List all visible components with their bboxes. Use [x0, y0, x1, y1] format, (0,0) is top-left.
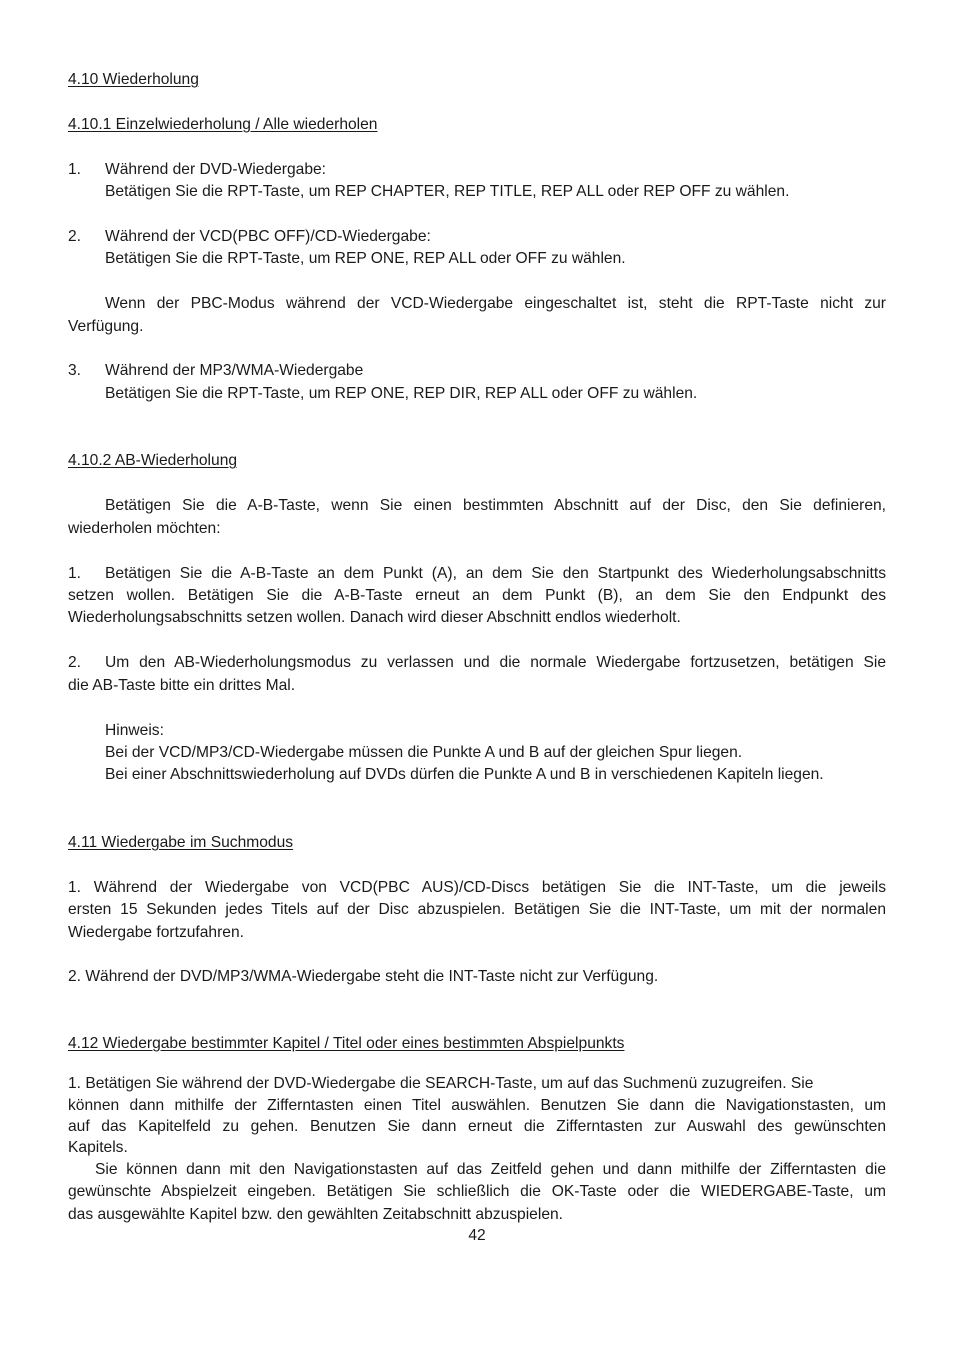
- list-number: 1.: [68, 161, 82, 178]
- section-heading-4-11: 4.11 Wiedergabe im Suchmodus: [68, 834, 294, 851]
- list-number: 2.: [68, 654, 82, 671]
- paragraph-line: Sie können dann mit den Navigationstasten auf das Zeitfeld gehen und dann mithilfe der Zifferntasten die: [95, 1161, 886, 1178]
- paragraph-line: Kapitels.: [68, 1139, 128, 1156]
- note-title: Hinweis:: [105, 722, 164, 739]
- paragraph-line: wiederholen möchten:: [68, 520, 221, 537]
- list-item-text: Wiederholungsabschnitts setzen wollen. Danach wird dieser Abschnitt endlos wiederholt.: [68, 609, 681, 626]
- list-item-text: Betätigen Sie die A-B-Taste an dem Punkt (A), an dem Sie den Startpunkt des Wiederholungsabschnitts: [105, 565, 886, 582]
- subsection-heading-4-10-2: 4.10.2 AB-Wiederholung: [68, 452, 238, 469]
- subsection-heading-4-10-1: 4.10.1 Einzelwiederholung / Alle wiederholen: [68, 116, 378, 133]
- page-number: 42: [468, 1227, 486, 1244]
- paragraph-line: ersten 15 Sekunden jedes Titels auf der Disc abzuspielen. Betätigen Sie die INT-Taste, um mit der normalen: [68, 901, 886, 918]
- paragraph-line: Wenn der PBC-Modus während der VCD-Wiedergabe eingeschaltet ist, steht die RPT-Taste nicht zur: [105, 295, 886, 312]
- list-item-text: Betätigen Sie die RPT-Taste, um REP ONE, REP ALL oder OFF zu wählen.: [105, 250, 626, 267]
- paragraph-line: auf das Kapitelfeld zu gehen. Benutzen Sie dann erneut die Zifferntasten zur Auswahl des gewünschten: [68, 1118, 886, 1135]
- note-line: Bei der VCD/MP3/CD-Wiedergabe müssen die Punkte A und B auf der gleichen Spur liegen.: [105, 744, 743, 761]
- list-number: 2.: [68, 228, 82, 245]
- list-item-text: die AB-Taste bitte ein drittes Mal.: [68, 677, 296, 694]
- list-number: 1.: [68, 565, 82, 582]
- list-number: 3.: [68, 362, 82, 379]
- paragraph-line: können dann mithilfe der Zifferntasten einen Titel auswählen. Benutzen Sie dann die Navigationstasten, um: [68, 1097, 886, 1114]
- section-heading-4-10: 4.10 Wiederholung: [68, 71, 199, 88]
- paragraph-line: 2. Während der DVD/MP3/WMA-Wiedergabe steht die INT-Taste nicht zur Verfügung.: [68, 968, 659, 985]
- paragraph-line: das ausgewählte Kapitel bzw. den gewählten Zeitabschnitt abzuspielen.: [68, 1206, 563, 1223]
- list-item-text: Während der DVD-Wiedergabe:: [105, 161, 327, 178]
- paragraph-line: Wiedergabe fortzufahren.: [68, 924, 244, 941]
- paragraph-line: 1. Während der Wiedergabe von VCD(PBC AUS)/CD-Discs betätigen Sie die INT-Taste, um die jeweils: [68, 879, 886, 896]
- paragraph-line: Verfügung.: [68, 318, 144, 335]
- list-item-text: Betätigen Sie die RPT-Taste, um REP CHAPTER, REP TITLE, REP ALL oder REP OFF zu wählen.: [105, 183, 790, 200]
- list-item-text: Betätigen Sie die RPT-Taste, um REP ONE, REP DIR, REP ALL oder OFF zu wählen.: [105, 385, 698, 402]
- list-item-text: Während der VCD(PBC OFF)/CD-Wiedergabe:: [105, 228, 431, 245]
- list-item-text: Um den AB-Wiederholungsmodus zu verlassen und die normale Wiedergabe fortzusetzen, betätigen Sie: [105, 654, 886, 671]
- section-heading-4-12: 4.12 Wiedergabe bestimmter Kapitel / Titel oder eines bestimmten Abspielpunkts: [68, 1035, 625, 1052]
- list-item-text: setzen wollen. Betätigen Sie die A-B-Taste erneut an dem Punkt (B), an dem Sie den Endpunkt des: [68, 587, 886, 604]
- paragraph-line: Betätigen Sie die A-B-Taste, wenn Sie einen bestimmten Abschnitt auf der Disc, den Sie definieren,: [105, 497, 886, 514]
- list-item-text: Während der MP3/WMA-Wiedergabe: [105, 362, 364, 379]
- note-line: Bei einer Abschnittswiederholung auf DVDs dürfen die Punkte A und B in verschiedenen Kapiteln liegen.: [105, 766, 824, 783]
- paragraph-line: 1. Betätigen Sie während der DVD-Wiedergabe die SEARCH-Taste, um auf das Suchmenü zuzugreifen. Sie: [68, 1075, 814, 1092]
- paragraph-line: gewünschte Abspielzeit eingeben. Betätigen Sie schließlich die OK-Taste oder die WIEDERGABE-Taste, um: [68, 1183, 886, 1200]
